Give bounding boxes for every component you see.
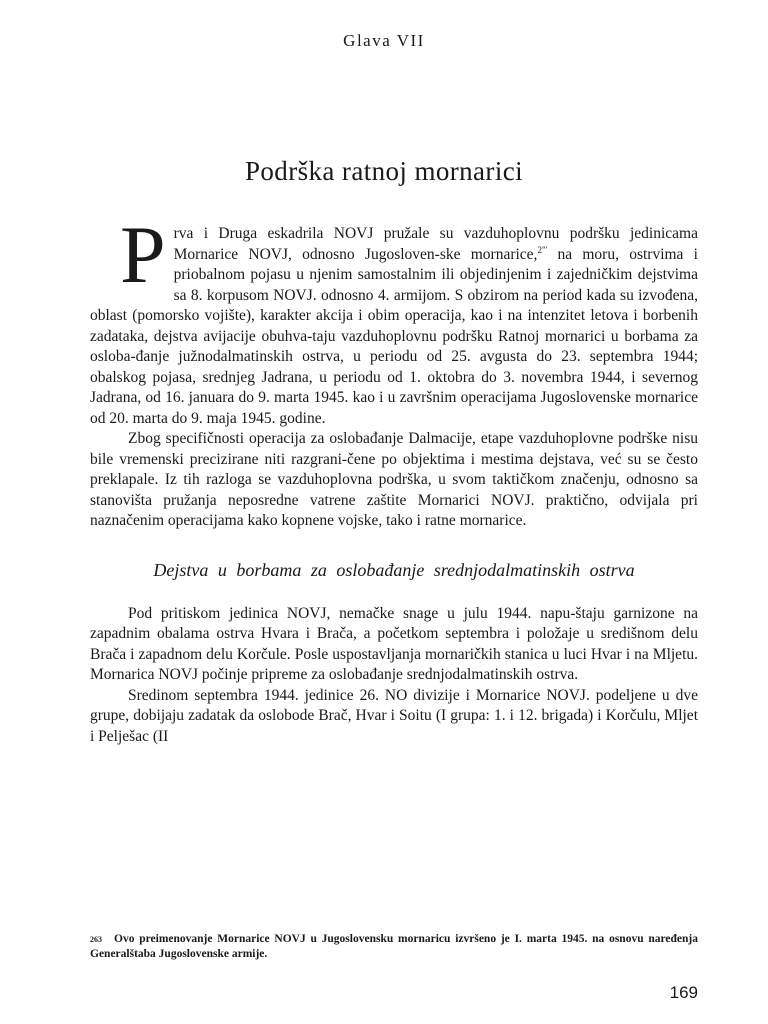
- paragraph-1-text-a: rva i Druga eskadrila NOVJ pružale su vazduhoplovnu podršku jedinicama Mornarice NOVJ, odnosno Jugosloven-ske mornarice,: [173, 225, 698, 263]
- paragraph-3: Pod pritiskom jedinica NOVJ, nemačke snage u julu 1944. napu-štaju garnizone na zapadnim obalama ostrva Hvara i Brača, a početkom septembra i položaje u središnom delu Brača i zapadnom delu Korčule. Posle uspostavljanja mornaričkih stanica u luci Hvar i na Mljetu. Mornarica NOVJ počinje pripreme za oslobađanje srednjodalmatinskih ostrva.: [90, 604, 698, 683]
- section-title: Dejstva u borbama za oslobađanje srednjodalmatinskih ostrva: [153, 559, 635, 580]
- page-number: 169: [669, 983, 698, 1002]
- paragraph-1-text-b: na moru, ostrvima i priobalnom pojasu u njenim samostalnim ili objedinjenim i zajedničkim dejstvima sa 8. korpusom NOVJ. odnosno 4. armijom. S obzirom na period kada su izvođena, oblast (pomorsko vojište), karakter akcija i obim operacija, kao i na intenzitet letova i borbenih zadataka, dejstva avijacije obuhva-taju vazduhoplovnu podršku Ratnoj mornarici u borbama za osloba-đanje južnodalmatinskih ostrva, u periodu od 25. avgusta do 23. septembra 1944; obalskog pojasa, srednjeg Jadrana, u periodu od 1. oktobra do 3. novembra 1944, i severnog Jadrana, od 16. januara do 9. marta 1945. kao i u završnim operacijama Jugoslovenske mornarice od 20. marta do 9. maja 1945. godine.: [90, 245, 698, 427]
- footnote-text: Ovo preimenovanje Mornarice NOVJ u Jugoslovensku mornaricu izvršeno je I. marta 1945. na osnovu naređenja Generalštaba Jugoslovenske armije.: [90, 933, 698, 960]
- paragraph-4: Sredinom septembra 1944. jedinice 26. NO divizije i Mornarice NOVJ. podeljene u dve grupe, dobijaju zadatak da oslobode Brač, Hvar i Soitu (I grupa: 1. i 12. brigada) i Korčulu, Mljet i Pelješac (II: [90, 686, 698, 745]
- drop-cap: P: [120, 209, 166, 300]
- paragraph-1: [90, 209, 698, 429]
- paragraph-2: Zbog specifičnosti operacija za oslobađanje Dalmacije, etape vazduhoplovne podrške nisu bile vremenski precizirane niti razgrani-čene po objektima i mestima dejstava, već su se često preklapale. Iz tih razloga se vazduhoplovna podrška, u svom taktičkom značenju, odnosno sa stanovišta pružanja neposredne vatrene zaštite Mornarici NOVJ. praktično, odvijala pri naznačenim operacijama kako kopnene vojske, tako i ratne mornarice.: [90, 430, 698, 529]
- footnote-number: 263: [90, 935, 102, 944]
- chapter-title: Podrška ratnoj mornarici: [244, 156, 524, 186]
- running-head: Glava VII: [343, 31, 425, 50]
- footnote-reference[interactable]: 2"': [537, 244, 548, 255]
- body-text: [90, 209, 698, 747]
- footnote: [90, 932, 698, 962]
